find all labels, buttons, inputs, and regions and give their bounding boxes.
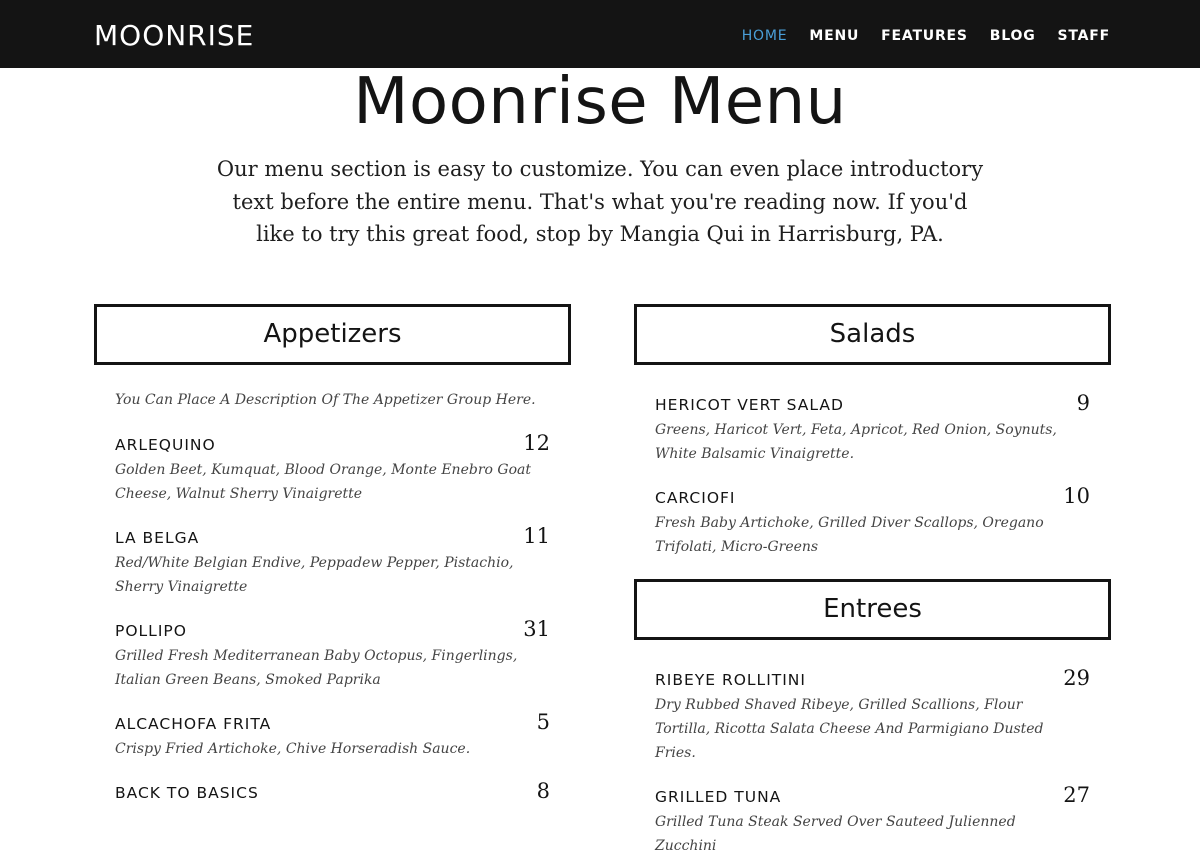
entrees-heading-box (634, 579, 1111, 640)
menu-item-name: ARLEQUINO (115, 436, 216, 454)
menu-item-description: Golden Beet, Kumquat, Blood Orange, Monte Enebro Goat Cheese, Walnut Sherry Vinaigrette (115, 462, 531, 502)
menu-item-price: 12 (523, 431, 550, 455)
menu-item-name: BACK TO BASICS (115, 784, 259, 802)
appetizers-group-description: You Can Place A Description Of The Appetizer Group Here. (115, 392, 536, 408)
appetizers-section (94, 304, 571, 804)
top-navbar (0, 0, 1200, 68)
appetizers-list (94, 431, 571, 804)
salads-entrees-column (634, 304, 1111, 858)
menu-item-price: 11 (523, 524, 550, 548)
salads-heading-box (634, 304, 1111, 365)
menu-item-name: POLLIPO (115, 622, 187, 640)
menu-item-description: Grilled Tuna Steak Served Over Sauteed Julienned Zucchini (655, 814, 1016, 854)
menu-item-price: 31 (523, 617, 550, 641)
menu-item-name: HERICOT VERT SALAD (655, 396, 844, 414)
nav-link-menu[interactable]: MENU (809, 28, 860, 44)
menu-item-price: 29 (1063, 666, 1090, 690)
menu-item (115, 617, 550, 692)
menu-item-name: LA BELGA (115, 529, 200, 547)
menu-item-price: 10 (1063, 484, 1090, 508)
menu-intro-text: Our menu section is easy to customize. You can even place introductory text before the entire menu. That's what you're reading now. If you'd like to try this great food, stop by Mangia Qui in Harrisburg, PA. (216, 157, 984, 246)
salads-title: Salads (829, 319, 916, 349)
menu-item (655, 391, 1090, 466)
page-title: Moonrise Menu (353, 65, 847, 139)
menu-item-name: CARCIOFI (655, 489, 736, 507)
menu-item (115, 710, 550, 761)
nav-link-home[interactable]: HOME (741, 28, 788, 44)
menu-item-price: 5 (536, 710, 550, 734)
menu-item (655, 484, 1090, 559)
menu-item-description: Crispy Fried Artichoke, Chive Horseradish Sauce. (115, 741, 471, 757)
menu-item (115, 431, 550, 506)
appetizers-title: Appetizers (263, 319, 402, 349)
menu-item-price: 27 (1063, 783, 1090, 807)
salads-list (634, 391, 1111, 559)
menu-item-description: Fresh Baby Artichoke, Grilled Diver Scallops, Oregano Trifolati, Micro-Greens (655, 515, 1044, 555)
entrees-section (634, 579, 1111, 858)
menu-item (655, 783, 1090, 858)
brand-logo[interactable]: MOONRISE (94, 19, 255, 52)
menu-item (655, 666, 1090, 765)
menu-item-name: RIBEYE ROLLITINI (655, 671, 806, 689)
menu-item-description: Dry Rubbed Shaved Ribeye, Grilled Scallions, Flour Tortilla, Ricotta Salata Cheese And Parmigiano Dusted Fries. (655, 697, 1044, 761)
menu-item-description: Red/White Belgian Endive, Peppadew Pepper, Pistachio, Sherry Vinaigrette (115, 555, 514, 595)
entrees-list (634, 666, 1111, 858)
menu-item-price: 9 (1076, 391, 1090, 415)
main-nav (742, 26, 1110, 46)
menu-item (115, 524, 550, 599)
appetizers-heading-box (94, 304, 571, 365)
nav-link-blog[interactable]: BLOG (989, 28, 1036, 44)
nav-link-features[interactable]: FEATURES (881, 28, 968, 44)
menu-item-price: 8 (536, 779, 550, 803)
entrees-title: Entrees (823, 594, 922, 624)
nav-link-staff[interactable]: STAFF (1057, 28, 1110, 44)
menu-item-name: ALCACHOFA FRITA (115, 715, 272, 733)
menu-item-name: GRILLED TUNA (655, 788, 782, 806)
menu-item-description: Greens, Haricot Vert, Feta, Apricot, Red Onion, Soynuts, White Balsamic Vinaigrette. (655, 422, 1057, 462)
menu-item (115, 779, 550, 804)
menu-item-description: Grilled Fresh Mediterranean Baby Octopus, Fingerlings, Italian Green Beans, Smoked Paprika (115, 648, 518, 688)
